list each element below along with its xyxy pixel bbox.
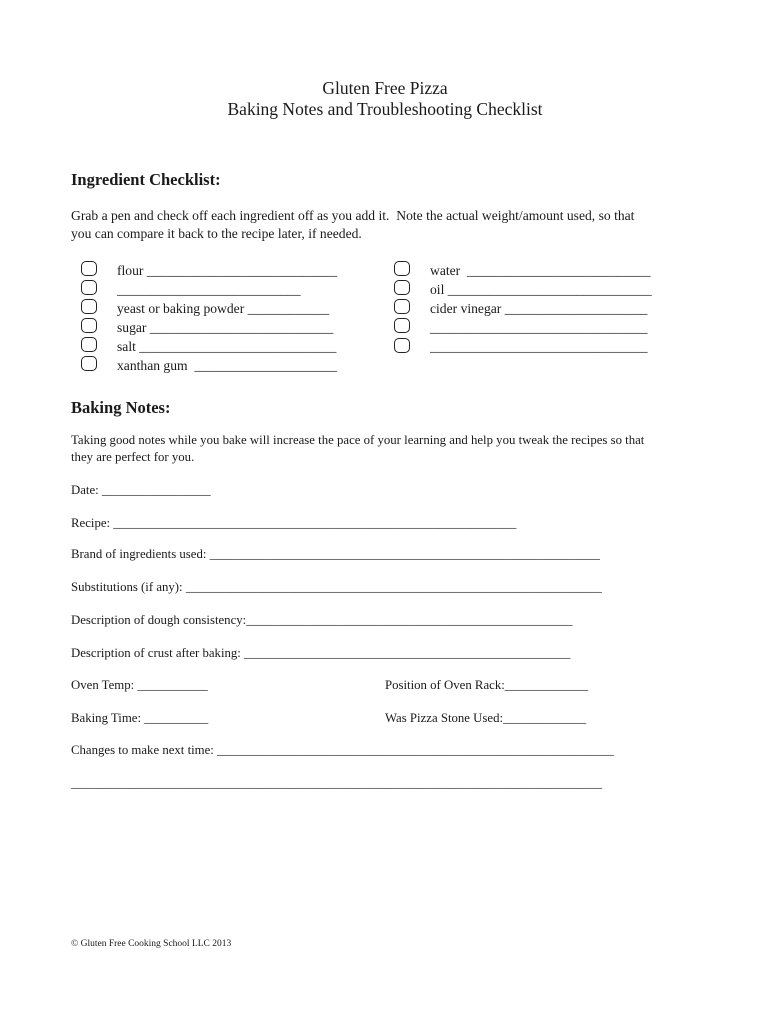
- ingredient-blank-right-1: ________________________________: [430, 320, 648, 335]
- ingredient-xanthan-gum: xanthan gum _____________________: [117, 358, 338, 373]
- document-title: Gluten Free Pizza: [322, 78, 448, 98]
- baking-notes-heading: Baking Notes:: [71, 398, 171, 417]
- checkbox-salt[interactable]: [81, 337, 97, 352]
- crust-description-field[interactable]: Description of crust after baking: ___________________________________________________: [71, 646, 571, 660]
- notes-intro-line-2: they are perfect for you.: [71, 450, 195, 464]
- recipe-field[interactable]: Recipe: _______________________________________________________________: [71, 516, 517, 530]
- ingredient-sugar: sugar ___________________________: [117, 320, 334, 335]
- ingredient-cider-vinegar: cider vinegar _____________________: [430, 301, 648, 316]
- checkbox-xanthan-gum[interactable]: [81, 356, 97, 371]
- baking-time-field[interactable]: Baking Time: __________: [71, 711, 209, 725]
- copyright-footer: © Gluten Free Cooking School LLC 2013: [71, 939, 232, 949]
- checkbox-yeast[interactable]: [81, 299, 97, 314]
- checkbox-oil[interactable]: [394, 280, 410, 295]
- checkbox-blank-right-1[interactable]: [394, 318, 410, 333]
- checkbox-blank-left[interactable]: [81, 280, 97, 295]
- changes-extra-line[interactable]: ___________________________________________________________________________________: [71, 776, 603, 790]
- ingredient-yeast: yeast or baking powder ____________: [117, 301, 330, 316]
- dough-consistency-field[interactable]: Description of dough consistency:___________________________________________________: [71, 613, 573, 627]
- ingredient-intro-line-2: you can compare it back to the recipe later, if needed.: [71, 226, 362, 241]
- checkbox-water[interactable]: [394, 261, 410, 276]
- ingredient-intro-line-1: Grab a pen and check off each ingredient off as you add it. Note the actual weight/amount used, so that: [71, 208, 635, 223]
- checkbox-cider-vinegar[interactable]: [394, 299, 410, 314]
- ingredient-checklist-heading: Ingredient Checklist:: [71, 170, 221, 189]
- checkbox-sugar[interactable]: [81, 318, 97, 333]
- ingredient-blank-left: ___________________________: [117, 282, 301, 297]
- oven-rack-field[interactable]: Position of Oven Rack:_____________: [385, 678, 588, 692]
- document-subtitle: Baking Notes and Troubleshooting Checklist: [227, 99, 543, 119]
- ingredient-oil: oil ______________________________: [430, 282, 652, 297]
- ingredient-salt: salt _____________________________: [117, 339, 337, 354]
- ingredient-flour: flour ____________________________: [117, 263, 338, 278]
- oven-temp-field[interactable]: Oven Temp: ___________: [71, 678, 208, 692]
- checkbox-flour[interactable]: [81, 261, 97, 276]
- substitutions-field[interactable]: Substitutions (if any): _________________________________________________________________: [71, 580, 602, 594]
- changes-field[interactable]: Changes to make next time: ______________________________________________________________: [71, 743, 614, 757]
- checkbox-blank-right-2[interactable]: [394, 338, 410, 353]
- ingredient-water: water ___________________________: [430, 263, 651, 278]
- pizza-stone-field[interactable]: Was Pizza Stone Used:_____________: [385, 711, 587, 725]
- brand-field[interactable]: Brand of ingredients used: _____________________________________________________________: [71, 547, 600, 561]
- date-field[interactable]: Date: _________________: [71, 483, 211, 497]
- notes-intro-line-1: Taking good notes while you bake will increase the pace of your learning and help you tweak the recipes so that: [71, 433, 645, 447]
- ingredient-blank-right-2: ________________________________: [430, 339, 648, 354]
